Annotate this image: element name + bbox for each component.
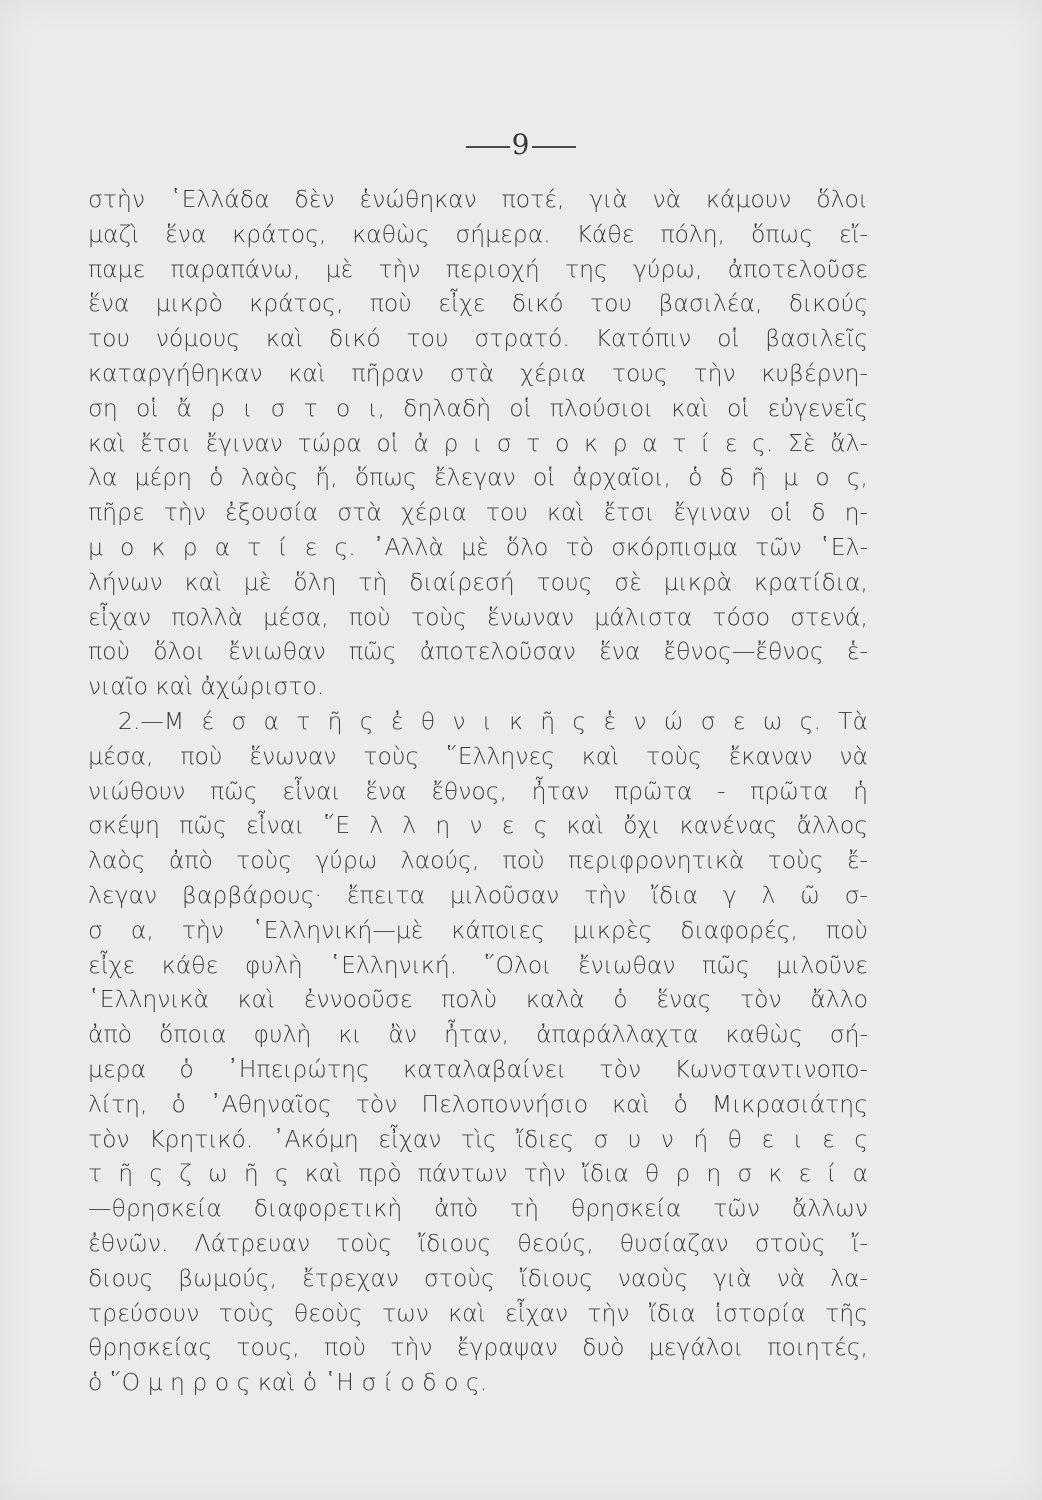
body-text [88, 182, 868, 1400]
text-line: εἶχαν πολλὰ μέσα, ποὺ τοὺς ἕνωναν μάλιστα τόσο στενά, [88, 602, 868, 631]
text-line: λήνων καὶ μὲ ὅλη τὴ διαίρεσή τους σὲ μικρὰ κρατίδια, [88, 567, 868, 596]
text-line: —θρησκεία διαφορετικὴ ἀπὸ τὴ θρησκεία τῶν ἄλλων [88, 1194, 868, 1223]
text-line: τ ῆ ς ζ ω ῆ ς καὶ πρὸ πάντων τὴν ἴδια θ ρ η σ κ ε ί α [88, 1159, 868, 1188]
text-line: λαὸς ἀπὸ τοὺς γύρω λαούς, ποὺ περιφρονητικὰ τοὺς ἔ- [88, 846, 868, 875]
text-line: σ α, τὴν ῾Ελληνική—μὲ κάποιες μικρὲς διαφορές, ποὺ [88, 915, 868, 944]
text-line: λίτη, ὁ ᾿Αθηναῖος τὸν Πελοποννήσιο καὶ ὁ Μικρασιάτης [88, 1089, 868, 1118]
text-line: ὁ ῞Ο μ η ρ ο ς καὶ ὁ ῾Η σ ί ο δ ο ς. [88, 1368, 488, 1397]
text-line: ἐθνῶν. Λάτρευαν τοὺς ἴδιους θεούς, θυσίαζαν στοὺς ἴ- [88, 1228, 868, 1257]
text-line: θρησκείας τους, ποὺ τὴν ἔγραψαν δυὸ μεγάλοι ποιητές, [88, 1333, 868, 1362]
text-line: μέσα, ποὺ ἕνωναν τοὺς ῞Ελληνες καὶ τοὺς ἔκαναν νὰ [88, 741, 868, 770]
page-number-left-dash [466, 146, 510, 148]
text-line: σκέψη πῶς εἶναι ῞Ε λ λ η ν ε ς καὶ ὄχι κανένας ἄλλος [88, 811, 868, 840]
text-line: εἶχε κάθε φυλὴ ῾Ελληνική. ῞Ολοι ἔνιωθαν πῶς μιλοῦνε [88, 950, 868, 979]
text-line: καταργήθηκαν καὶ πῆραν στὰ χέρια τους τὴν κυβέρνη- [88, 358, 868, 387]
text-line: ῾Ελληνικὰ καὶ ἐννοοῦσε πολὺ καλὰ ὁ ἕνας τὸν ἄλλο [88, 985, 868, 1014]
text-line: ἀπὸ ὅποια φυλὴ κι ἂν ἦταν, ἀπαράλλαχτα καθὼς σή- [88, 1020, 868, 1049]
text-line: διους βωμούς, ἔτρεχαν στοὺς ἴδιους ναοὺς γιὰ νὰ λα- [88, 1263, 868, 1292]
text-line: πῆρε τὴν ἐξουσία στὰ χέρια του καὶ ἔτσι ἔγιναν οἱ δ η- [88, 498, 868, 527]
text-line: ση οἱ ἄ ρ ι σ τ ο ι, δηλαδὴ οἱ πλούσιοι καὶ οἱ εὐγενεῖς [88, 393, 868, 422]
text-line: λα μέρη ὁ λαὸς ἤ, ὅπως ἔλεγαν οἱ ἀρχαῖοι, ὁ δ ῆ μ ο ς, [88, 463, 868, 492]
text-line: καὶ ἔτσι ἔγιναν τώρα οἱ ἀ ρ ι σ τ ο κ ρ α τ ί ε ς. Σὲ ἄλ- [88, 428, 868, 457]
text-line: μαζὶ ἕνα κράτος, καθὼς σήμερα. Κάθε πόλη, ὅπως εἴ- [88, 219, 868, 248]
text-line: νιαῖο καὶ ἀχώριστο. [88, 672, 325, 701]
text-line: τὸν Κρητικό. ᾿Ακόμη εἶχαν τὶς ἴδιες σ υ ν ή θ ε ι ε ς [88, 1124, 868, 1153]
page-number-right-dash [532, 146, 576, 148]
text-line: παμε παραπάνω, μὲ τὴν περιοχή της γύρω, ἀποτελοῦσε [88, 254, 868, 283]
page-number [0, 128, 1042, 161]
text-line: στὴν ῾Ελλάδα δὲν ἑνώθηκαν ποτέ, γιὰ νὰ κάμουν ὅλοι [88, 185, 868, 213]
text-line: λεγαν βαρβάρους· ἔπειτα μιλοῦσαν τὴν ἴδια γ λ ῶ σ- [88, 880, 868, 909]
text-line: νιώθουν πῶς εἶναι ἕνα ἔθνος, ἦταν πρῶτα - πρῶτα ἡ [88, 776, 868, 805]
text-line: ἕνα μικρὸ κράτος, ποὺ εἶχε δικό του βασιλέα, δικούς [88, 289, 868, 318]
text-line: ποὺ ὅλοι ἔνιωθαν πῶς ἀποτελοῦσαν ἕνα ἔθνος—ἔθνος ἑ- [88, 637, 868, 666]
text-line: μερα ὁ ᾿Ηπειρώτης καταλαβαίνει τὸν Κωνσταντινοπο- [88, 1054, 868, 1083]
text-line: τρεύσουν τοὺς θεοὺς των καὶ εἶχαν τὴν ἴδια ἱστορία τῆς [88, 1298, 868, 1327]
section-heading-line: 2.—Μ έ σ α τ ῆ ς ἐ θ ν ι κ ῆ ς ἑ ν ώ σ ε ω ς. Τὰ [118, 706, 868, 735]
text-line: του νόμους καὶ δικό του στρατό. Κατόπιν οἱ βασιλεῖς [88, 324, 868, 353]
page-number-value: 9 [511, 128, 531, 161]
text-line: μ ο κ ρ α τ ί ε ς. ᾿Αλλὰ μὲ ὅλο τὸ σκόρπισμα τῶν ῾Ελ- [88, 532, 868, 561]
